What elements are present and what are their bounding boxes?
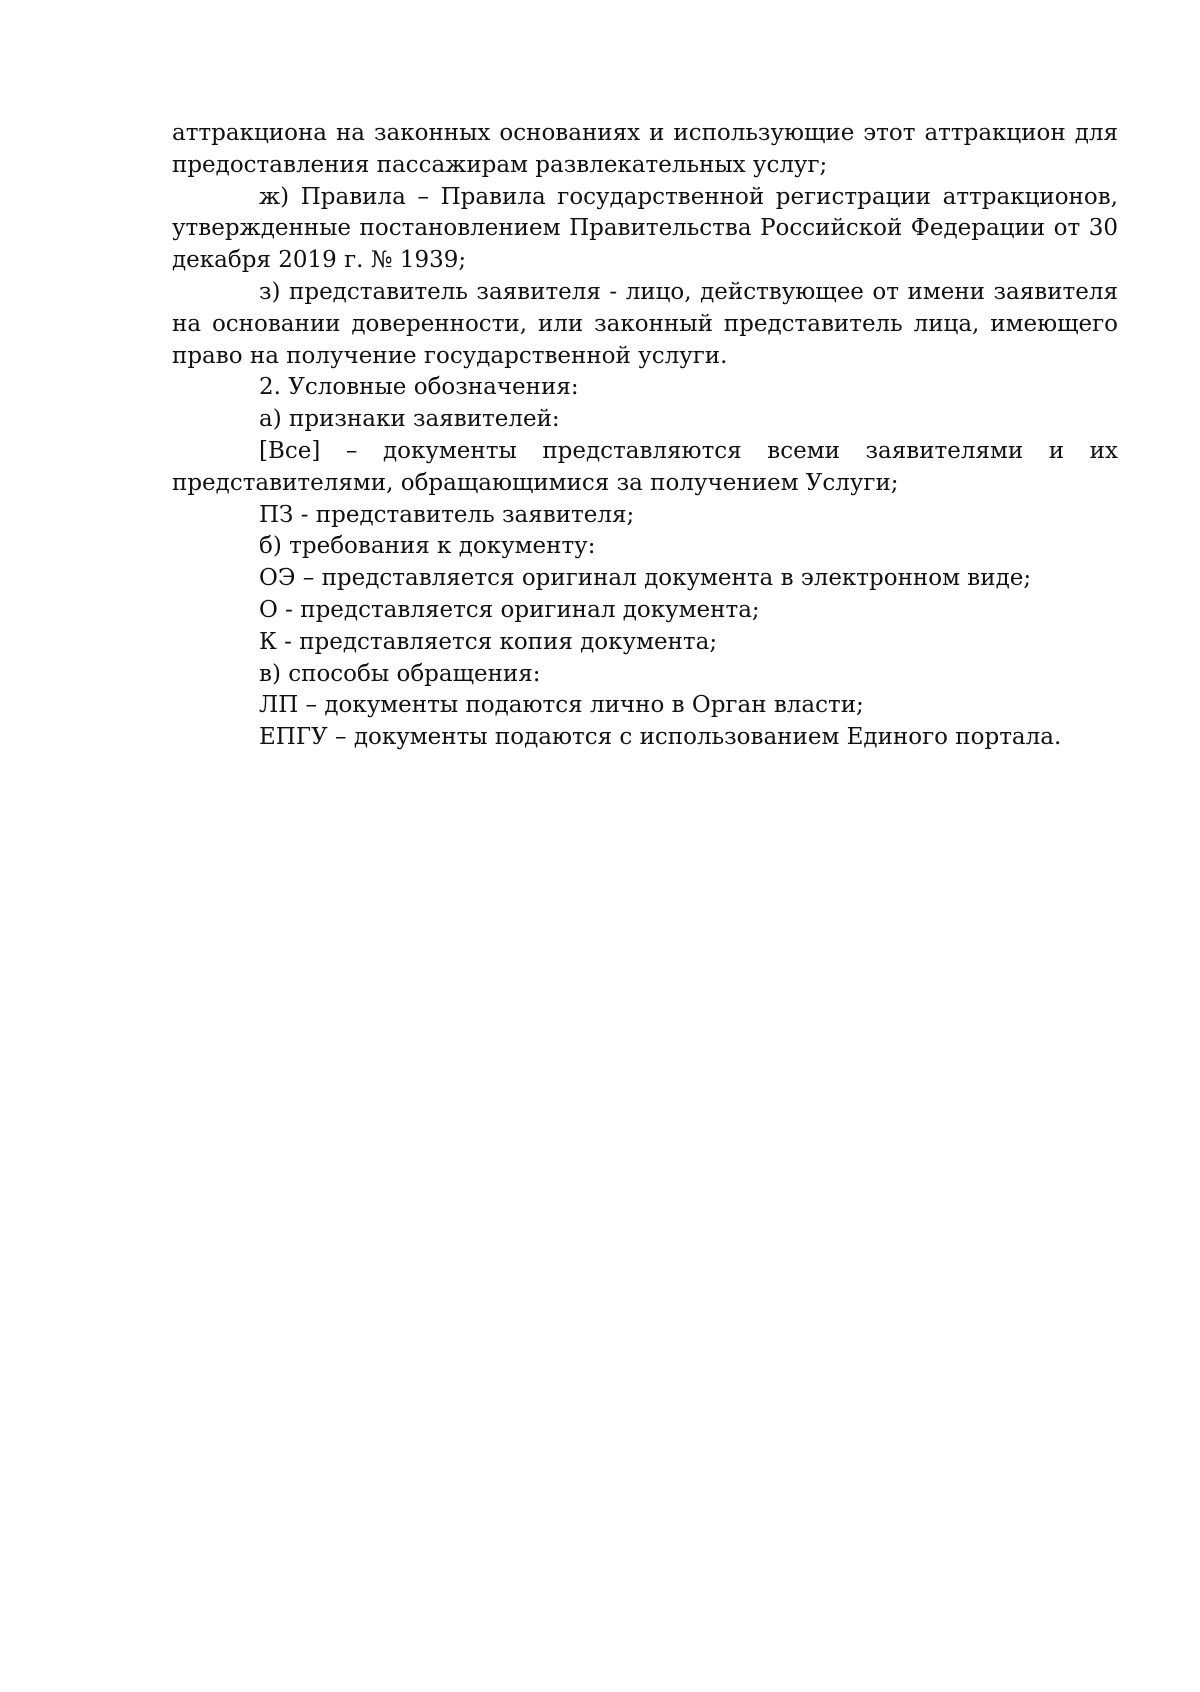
document-requirements-heading: б) требования к документу: xyxy=(259,533,596,560)
applicant-signs-heading: а) признаки заявителей: xyxy=(259,406,560,433)
paragraph-rules-definition: ж) Правила – Правила государственной регистрации аттракционов, утвержденные постановлением Правительства Российской Федерации от 30 декабря 2019 г. № 1939; xyxy=(172,183,1118,274)
applicant-sign-representative: ПЗ - представитель заявителя; xyxy=(259,501,635,528)
appeal-method-in-person: ЛП – документы подаются лично в Орган власти; xyxy=(259,692,864,719)
section-title: 2. Условные обозначения: xyxy=(259,374,579,401)
paragraph-representative-definition: з) представитель заявителя - лицо, действующее от имени заявителя на основании доверенности, или законный представитель лица, имеющего право на получение государственной услуги. xyxy=(172,278,1118,369)
appeal-method-portal: ЕПГУ – документы подаются с использованием Единого портала. xyxy=(259,724,1062,751)
paragraph-continuation: аттракциона на законных основаниях и использующие этот аттракцион для предоставления пассажирам развлекательных услуг; xyxy=(172,120,1118,178)
document-body xyxy=(172,118,1118,754)
requirement-original: О - представляется оригинал документа; xyxy=(259,596,760,623)
appeal-methods-heading: в) способы обращения: xyxy=(259,660,541,687)
applicant-sign-all: [Все] – документы представляются всеми заявителями и их представителями, обращающимися за получением Услуги; xyxy=(172,437,1118,496)
requirement-electronic-original: ОЭ – представляется оригинал документа в электронном виде; xyxy=(259,565,1032,592)
requirement-copy: К - представляется копия документа; xyxy=(259,628,718,655)
